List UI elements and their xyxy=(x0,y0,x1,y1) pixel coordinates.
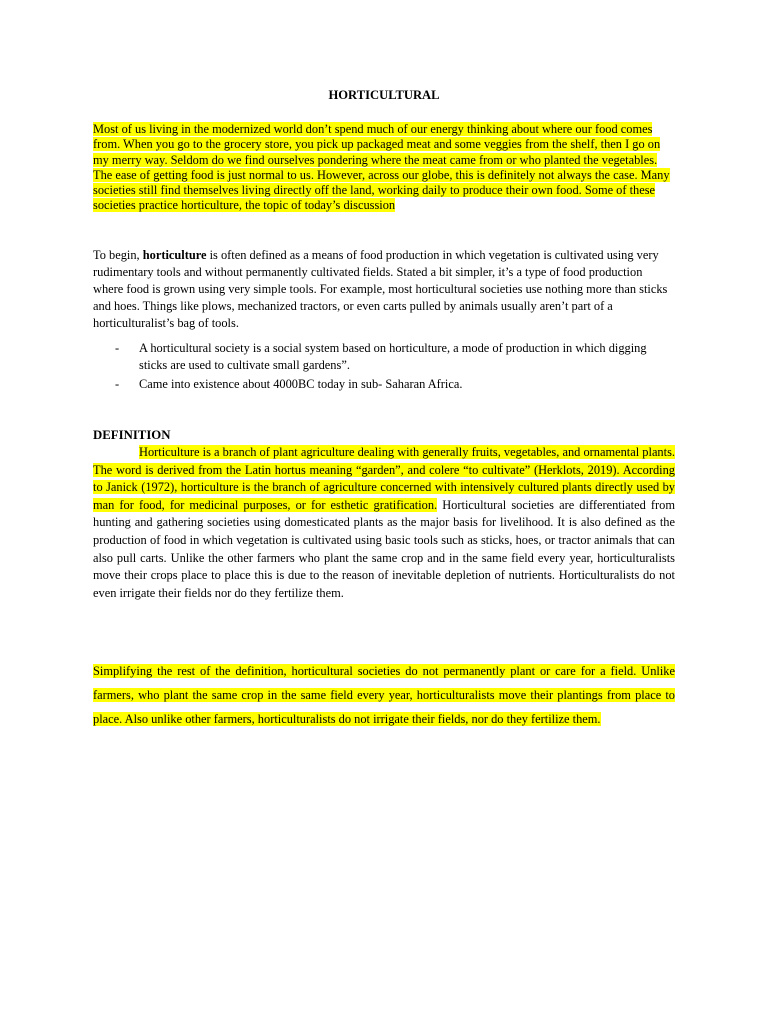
summary-paragraph xyxy=(93,659,675,731)
intro-highlight: Most of us living in the modernized world don’t spend much of our energy thinking about where our food comes from. When you go to the grocery store, you pick up packaged meat and some veggies from the shelf, then I go on my merry way. Seldom do we find ourselves pondering where the meat came from or who planted the vegetables. The ease of getting food is just normal to us. However, across our globe, this is definitely not always the case. Many societies still find themselves living directly off the land, working daily to produce their own food. Some of these societies practice horticulture, the topic of today’s discussion xyxy=(93,122,670,213)
definition-highlight: Horticulture is a branch of plant agriculture dealing with generally fruits, vegetables, and ornamental plants. The word is derived from the Latin hortus meaning “garden”, and colere “to cultivate” (Herklots, 2019). According to Janick (1972), horticulture is the branch of agriculture concerned with intensively cultured plants directly used by man for food, for medicinal purposes, or for esthetic gratification. xyxy=(93,445,675,512)
summary-highlight: Simplifying the rest of the definition, horticultural societies do not permanently plant or care for a field. Unlike farmers, who plant the same crop in the same field every year, horticulturalists move their plantings from place to place. Also unlike other farmers, horticulturalists do not irrigate their fields, nor do they fertilize them. xyxy=(93,664,675,726)
bullet-dash: - xyxy=(115,377,120,391)
definition-plain: Horticultural societies are differentiated from hunting and gathering societies using domesticated plants as the major basis for livelihood. It is also defined as the production of food in which vegetation is cultivated using basic tools such as sticks, hoes, or tractor animals that can also pull carts. Unlike the other farmers who plant the same crop and in the same field every year, horticulturalists move their crops place to place this is due to the reason of inevitable depletion of nutrients. Horticulturalists do not even irrigate their fields nor do they fertilize them. xyxy=(93,497,675,600)
para2-lead: To begin, xyxy=(93,248,143,262)
document-title: HORTICULTURAL xyxy=(328,88,440,102)
bullet-list xyxy=(93,340,675,395)
list-item xyxy=(93,376,675,393)
horticulture-paragraph xyxy=(93,247,675,332)
intro-paragraph xyxy=(93,122,675,214)
bullet-text: Came into existence about 4000BC today in sub- Saharan Africa. xyxy=(139,377,463,391)
definition-heading: DEFINITION xyxy=(93,428,171,442)
para2-body: is often defined as a means of food production in which vegetation is cultivated using very rudimentary tools and without permanently cultivated fields. Stated a bit simpler, it’s a type of food production where food is grown using very simple tools. For example, most horticultural societies use nothing more than sticks and hoes. Things like plows, mechanized tractors, or even carts pulled by animals usually aren’t part of a horticulturalist’s bag of tools. xyxy=(93,248,668,330)
horticulture-term: horticulture xyxy=(142,248,207,262)
bullet-text: A horticultural society is a social system based on horticulture, a mode of production in which digging sticks are used to cultivate small gardens”. xyxy=(139,341,647,372)
bullet-dash: - xyxy=(115,341,120,355)
definition-paragraph xyxy=(93,444,675,602)
list-item xyxy=(93,340,675,374)
